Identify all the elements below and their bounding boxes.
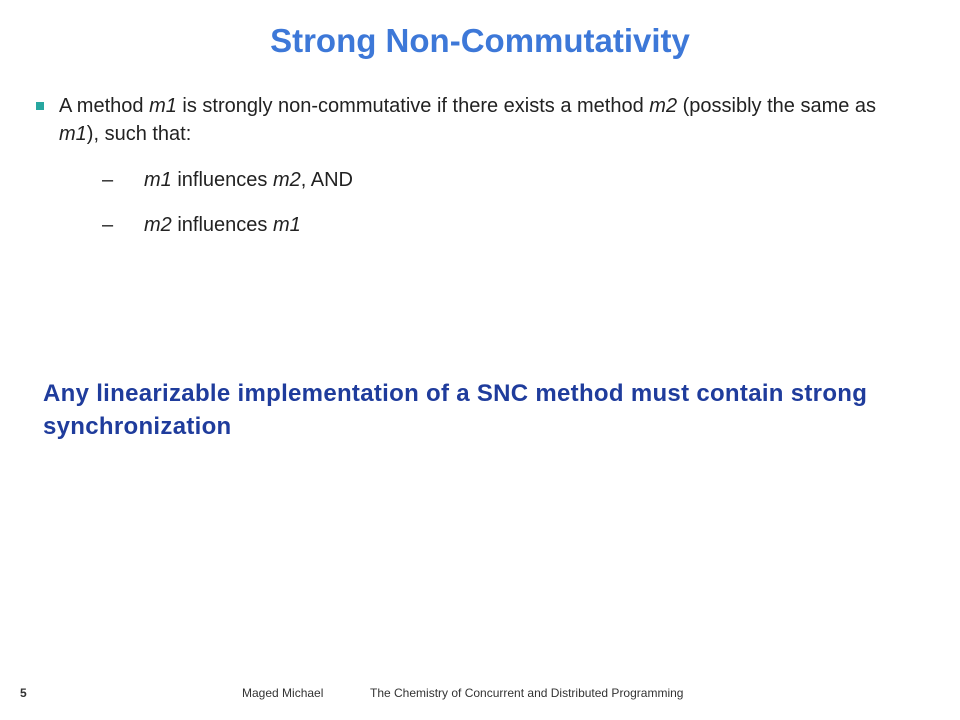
footer-course-title: The Chemistry of Concurrent and Distributed Programming <box>370 686 684 700</box>
method-name: m2 <box>272 169 301 191</box>
sub-item-text-part: , AND <box>300 169 354 191</box>
sub-item-text <box>144 166 353 194</box>
method-name: m1 <box>59 123 87 145</box>
square-bullet-icon <box>36 102 44 110</box>
bullet-text-part: A method <box>59 95 150 117</box>
method-name: m1 <box>272 214 301 236</box>
method-name: m1 <box>144 169 172 191</box>
dash-marker: – <box>102 169 114 191</box>
slide-title: Strong Non-Commutativity <box>270 22 690 59</box>
method-name: m2 <box>144 214 172 236</box>
method-name: m2 <box>649 95 678 117</box>
bullet-text <box>59 92 889 148</box>
page-number: 5 <box>20 686 27 700</box>
dash-marker: – <box>102 214 114 236</box>
sub-item-text-part: influences <box>171 214 273 236</box>
footer-author: Maged Michael <box>242 686 324 700</box>
sub-item-text <box>144 211 301 239</box>
key-statement: Any linearizable implementation of a SNC method must contain strong synchronization <box>43 380 868 440</box>
bullet-text-part: ), such that: <box>86 123 192 145</box>
bullet-text-part: (possibly the same as <box>677 95 877 117</box>
sub-item-text-part: influences <box>171 169 273 191</box>
bullet-text-part: is strongly non-commutative if there exists a method <box>176 95 650 117</box>
method-name: m1 <box>149 95 177 117</box>
